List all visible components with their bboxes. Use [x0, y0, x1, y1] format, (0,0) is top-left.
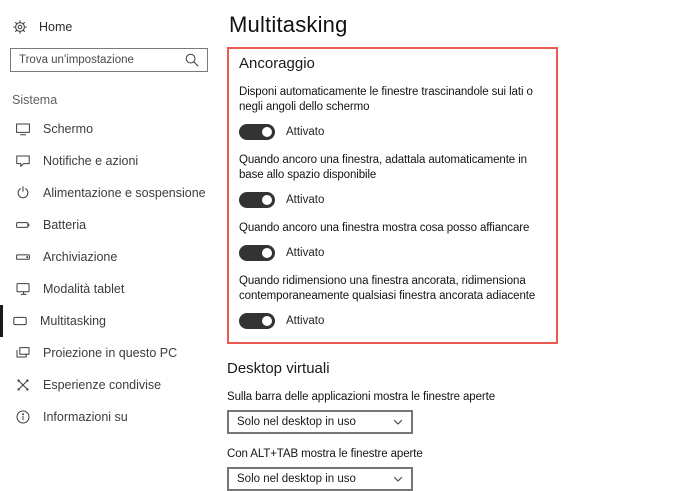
toggle-knob [262, 127, 272, 137]
sidebar-section-label: Sistema [12, 93, 58, 107]
toggle-state-label: Attivato [286, 125, 325, 138]
notifications-icon [15, 153, 31, 169]
toggle-row [239, 245, 546, 261]
toggle-knob [262, 316, 272, 326]
virtual-desktops-controls [227, 391, 680, 491]
toggle-switch[interactable] [239, 124, 275, 140]
storage-icon [15, 249, 31, 265]
sidebar-item-label: Esperienze condivise [43, 378, 162, 392]
toggle-switch[interactable] [239, 192, 275, 208]
toggle-row [239, 192, 546, 208]
snap-setting [239, 85, 546, 140]
sidebar-item-schermo[interactable] [0, 113, 222, 145]
sidebar-item-label: Alimentazione e sospensione [43, 186, 206, 200]
snap-section-heading: Ancoraggio [239, 55, 315, 72]
search-input[interactable] [19, 54, 184, 66]
sidebar-item-label: Multitasking [40, 314, 106, 328]
sidebar-item-label: Informazioni su [43, 410, 128, 424]
sidebar-item-modalit-tablet[interactable] [0, 273, 222, 305]
snap-setting [239, 153, 546, 208]
setting-description: Quando ancoro una finestra, adattala automaticamente in base allo spazio disponibile [239, 153, 527, 181]
gear-icon [12, 19, 28, 35]
toggle-state-label: Attivato [286, 246, 325, 259]
sidebar-item-informazioni-su[interactable] [0, 401, 222, 433]
setting-description: Quando ridimensiono una finestra ancorata, ridimensiona contemporaneamente qualsiasi finestra ancorata adiacente [239, 274, 536, 302]
sidebar-item-notifiche-e-azioni[interactable] [0, 145, 222, 177]
snap-setting [239, 274, 546, 329]
sidebar-item-archiviazione[interactable] [0, 241, 222, 273]
settings-sidebar [0, 0, 222, 477]
toggle-knob [262, 248, 272, 258]
display-icon [15, 121, 31, 137]
main-content [227, 0, 680, 491]
sidebar-item-batteria[interactable] [0, 209, 222, 241]
sidebar-item-alimentazione-e-sospensione[interactable] [0, 177, 222, 209]
info-icon [15, 409, 31, 425]
shared-experiences-icon [15, 377, 31, 393]
toggle-knob [262, 195, 272, 205]
toggle-state-label: Attivato [286, 193, 325, 206]
toggle-state-label: Attivato [286, 314, 325, 327]
sidebar-item-multitasking[interactable] [0, 305, 222, 337]
power-icon [15, 185, 31, 201]
toggle-switch[interactable] [239, 313, 275, 329]
dropdown-select[interactable] [227, 410, 413, 434]
snap-section-highlight-box [227, 47, 558, 344]
dropdown-label: Con ALT+TAB mostra le finestre aperte [227, 447, 423, 460]
dropdown-group [227, 391, 680, 434]
sidebar-item-home[interactable] [0, 0, 222, 35]
sidebar-item-label: Schermo [43, 122, 94, 136]
snap-settings-list [239, 85, 546, 329]
search-icon [184, 52, 200, 68]
sidebar-item-label: Batteria [43, 218, 87, 232]
projection-icon [15, 345, 31, 361]
sidebar-item-label: Notifiche e azioni [43, 154, 139, 168]
search-box[interactable] [10, 48, 208, 72]
battery-icon [15, 217, 31, 233]
dropdown-label: Sulla barra delle applicazioni mostra le finestre aperte [227, 390, 495, 403]
multitasking-icon [12, 313, 28, 329]
setting-description: Quando ancoro una finestra mostra cosa posso affiancare [239, 221, 530, 234]
dropdown-group [227, 448, 680, 491]
sidebar-item-label: Proiezione in questo PC [43, 346, 178, 360]
tablet-icon [15, 281, 31, 297]
dropdown-select[interactable] [227, 467, 413, 491]
page-title: Multitasking [229, 12, 348, 37]
toggle-switch[interactable] [239, 245, 275, 261]
home-label: Home [39, 20, 73, 34]
toggle-row [239, 124, 546, 140]
toggle-row [239, 313, 546, 329]
sidebar-item-label: Archiviazione [43, 250, 118, 264]
sidebar-nav [0, 113, 222, 433]
sidebar-item-esperienze-condivise[interactable] [0, 369, 222, 401]
dropdown-value: Solo nel desktop in uso [237, 415, 356, 428]
setting-description: Disponi automaticamente le finestre trascinandole sui lati o negli angoli dello schermo [239, 86, 533, 113]
sidebar-item-proiezione-in-questo-pc[interactable] [0, 337, 222, 369]
dropdown-value: Solo nel desktop in uso [237, 472, 356, 485]
virtual-desktops-heading: Desktop virtuali [227, 359, 330, 377]
chevron-down-icon [392, 416, 404, 428]
sidebar-item-label: Modalità tablet [43, 282, 125, 296]
chevron-down-icon [392, 473, 404, 485]
snap-setting [239, 221, 546, 261]
